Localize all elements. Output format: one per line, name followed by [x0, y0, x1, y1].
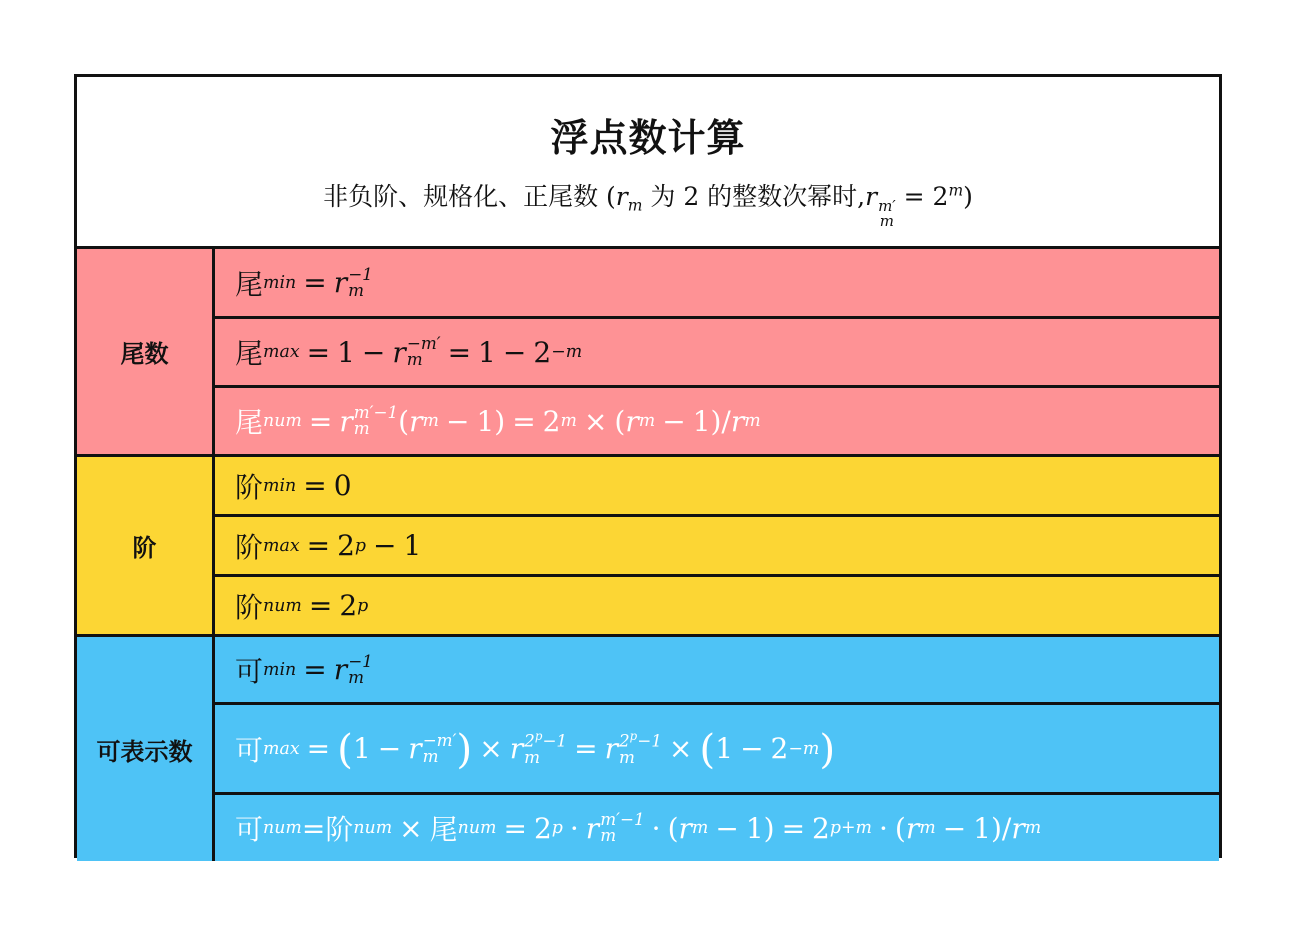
formula-representable-max: 可 max = ( 1 − r −m′ m ) × r $2^p-1$ m = r $2^p-1$ m × ( 1 − 2 −m )	[215, 702, 1219, 792]
formula-mantissa-min: 尾 min = r −1 m	[235, 263, 373, 301]
subtitle-rm: $r_m$	[615, 182, 643, 215]
formula-exponent-max: 阶 max = 2 p − 1	[215, 514, 1219, 574]
formula-mantissa-num: 尾 num = r m′−1 m ( r m − 1) = 2 m × ( r m − 1)/ r m	[215, 385, 1219, 454]
formula-exponent-num: 阶 num = 2 p	[215, 574, 1219, 634]
page-title: 浮点数计算	[550, 116, 746, 160]
formula-representable-min: 可 min = r −1 m	[235, 650, 373, 688]
subtitle-mid: 为 2 的整数次幂时,	[642, 182, 866, 211]
group-label-representable: 可表示数	[77, 637, 215, 861]
formula-exponent-min: 阶 min = 0	[235, 469, 352, 504]
table-header	[77, 77, 1219, 249]
group-exponent	[77, 454, 1219, 634]
group-label-mantissa: 尾数	[77, 249, 215, 454]
formula-table	[74, 74, 1222, 858]
subtitle-suffix: = 2	[895, 182, 949, 211]
formula-mantissa-max: 尾 max = 1 − r −m′ m = 1 − 2 −m	[215, 316, 1219, 385]
subtitle: 非负阶、规格化、正尾数 ($r_m$ 为 2 的整数次幂时,r m′ m = $2^m$)	[323, 181, 973, 230]
subtitle-prefix: 非负阶、规格化、正尾数 (	[323, 182, 616, 211]
group-label-exponent: 阶	[77, 457, 215, 634]
subtitle-rm-power: r	[865, 182, 878, 211]
subtitle-close: )	[963, 182, 973, 211]
formula-representable-num: 可 num = 阶 num × 尾 num = 2 p · r m′−1 m · ( r m − 1) = 2 p+m · ( r m − 1)/ r m	[215, 792, 1219, 861]
group-mantissa	[77, 249, 1219, 454]
group-representable	[77, 634, 1219, 861]
